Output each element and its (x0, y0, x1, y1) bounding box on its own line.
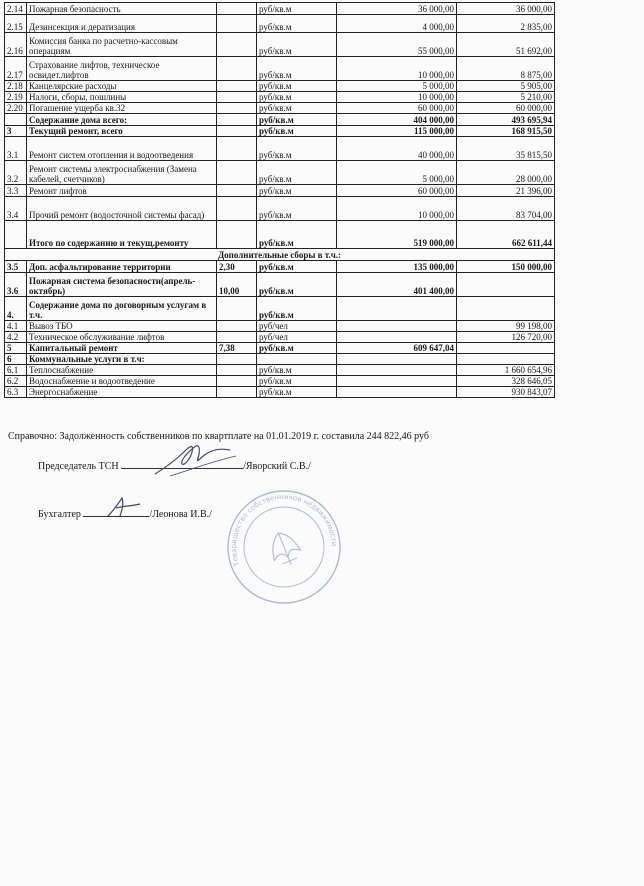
row-rate (217, 103, 257, 114)
row-rate (217, 321, 257, 332)
row-name: Доп. асфальтирование территории (27, 261, 217, 273)
row-fact-amount: 493 695,94 (457, 114, 555, 126)
row-plan-amount: 115 000,00 (337, 126, 457, 137)
row-rate (217, 114, 257, 126)
table-row (5, 387, 555, 398)
table-row (5, 3, 555, 15)
row-number: 5 (5, 343, 27, 354)
row-number (5, 221, 27, 249)
row-fact-amount: 36 000,00 (457, 3, 555, 15)
row-unit: руб/чел (257, 321, 337, 332)
row-unit: руб/кв.м (257, 92, 337, 103)
row-fact-amount: 35 815,50 (457, 137, 555, 161)
row-plan-amount (337, 297, 457, 321)
table-row (5, 114, 555, 126)
row-name: Содержание дома всего: (27, 114, 217, 126)
svg-text:Товарищество собственников нед (220, 488, 341, 585)
row-rate (217, 297, 257, 321)
row-rate (217, 3, 257, 15)
row-fact-amount: 150 000,00 (457, 261, 555, 273)
row-unit (257, 354, 337, 365)
row-name: Пожарная система безопасности(апрель-октябрь) (27, 273, 217, 297)
row-number: 3.1 (5, 137, 27, 161)
table-row (5, 221, 555, 249)
row-unit: руб/кв.м (257, 3, 337, 15)
row-fact-amount (457, 273, 555, 297)
row-fact-amount: 5 210,00 (457, 92, 555, 103)
row-unit: руб/кв.м (257, 343, 337, 354)
row-unit: руб/кв.м (257, 126, 337, 137)
row-number: 2.14 (5, 3, 27, 15)
row-plan-amount: 135 000,00 (337, 261, 457, 273)
row-number: 6.2 (5, 376, 27, 387)
row-rate (217, 365, 257, 376)
row-number: 3 (5, 126, 27, 137)
row-unit: руб/кв.м (257, 261, 337, 273)
row-unit: руб/чел (257, 332, 337, 343)
row-plan-amount: 36 000,00 (337, 3, 457, 15)
chairman-name: /Яворский С.В./ (243, 461, 311, 472)
row-fact-amount: 126 720,00 (457, 332, 555, 343)
row-number: 2.18 (5, 81, 27, 92)
table-row (5, 197, 555, 221)
row-unit: руб/кв.м (257, 221, 337, 249)
row-plan-amount: 5 000,00 (337, 81, 457, 92)
row-name: Вывоз ТБО (27, 321, 217, 332)
row-plan-amount: 10 000,00 (337, 57, 457, 81)
table-row (5, 15, 555, 33)
row-name: Энергоснабжение (27, 387, 217, 398)
row-plan-amount (337, 354, 457, 365)
accountant-label: Бухгалтер (38, 509, 81, 520)
row-name: Водоснабжение и водоотведение (27, 376, 217, 387)
row-number: 2.19 (5, 92, 27, 103)
row-name: Пожарная безопасность (27, 3, 217, 15)
row-fact-amount (457, 354, 555, 365)
row-rate (217, 81, 257, 92)
row-name: Прочий ремонт (водосточной системы фасад) (27, 197, 217, 221)
row-plan-amount: 60 000,00 (337, 185, 457, 197)
row-number: 4.1 (5, 321, 27, 332)
row-number: 6.3 (5, 387, 27, 398)
row-plan-amount: 5 000,00 (337, 161, 457, 185)
row-number (5, 114, 27, 126)
row-rate (217, 161, 257, 185)
row-fact-amount: 662 611,44 (457, 221, 555, 249)
row-plan-amount: 609 647,04 (337, 343, 457, 354)
row-name: Дезинсекция и дератизация (27, 15, 217, 33)
row-fact-amount: 2 835,00 (457, 15, 555, 33)
row-name: Итого по содержанию и текущ.ремонту (27, 221, 217, 249)
row-rate (217, 57, 257, 81)
table-row (5, 249, 555, 261)
row-unit: руб/кв.м (257, 15, 337, 33)
table-row (5, 92, 555, 103)
row-fact-amount: 1 660 654,96 (457, 365, 555, 376)
table-row (5, 321, 555, 332)
row-name: Страхование лифтов, техническое освидет.лифтов (27, 57, 217, 81)
row-name: Техническое обслуживание лифтов (27, 332, 217, 343)
row-name: Ремонт лифтов (27, 185, 217, 197)
row-name: Теплоснабжение (27, 365, 217, 376)
row-number: 6.1 (5, 365, 27, 376)
row-rate (217, 221, 257, 249)
row-name: Коммунальные услуги в т.ч: (27, 354, 217, 365)
row-number: 3.3 (5, 185, 27, 197)
row-name: Ремонт системы электроснабжения (Замена кабелей, счетчиков) (27, 161, 217, 185)
table-row (5, 332, 555, 343)
chairman-label: Председатель ТСН (38, 461, 119, 472)
row-rate: 2,30 (217, 261, 257, 273)
row-plan-amount (337, 332, 457, 343)
table-row (5, 103, 555, 114)
row-plan-amount: 4 000,00 (337, 15, 457, 33)
row-name: Капитальный ремонт (27, 343, 217, 354)
row-name: Текущий ремонт, всего (27, 126, 217, 137)
row-plan-amount (337, 376, 457, 387)
row-fact-amount (457, 343, 555, 354)
row-number: 2.20 (5, 103, 27, 114)
row-plan-amount: 404 000,00 (337, 114, 457, 126)
section-header: Дополнительные сборы в т.ч.: (5, 249, 555, 261)
row-rate: 7,38 (217, 343, 257, 354)
row-name: Ремонт систем отопления и водоотведения (27, 137, 217, 161)
row-rate (217, 33, 257, 57)
accountant-name: /Леонова И.В./ (149, 509, 212, 520)
debt-note: Справочно: Задолженность собственников по квартплате на 01.01.2019 г. составила 244 822,46 руб (8, 431, 429, 442)
row-unit: руб/кв.м (257, 57, 337, 81)
row-number: 4. (5, 297, 27, 321)
row-plan-amount: 40 000,00 (337, 137, 457, 161)
row-number: 2.16 (5, 33, 27, 57)
table-row (5, 81, 555, 92)
row-plan-amount (337, 321, 457, 332)
row-plan-amount: 55 000,00 (337, 33, 457, 57)
table-row (5, 161, 555, 185)
row-plan-amount (337, 365, 457, 376)
row-fact-amount: 60 000,00 (457, 103, 555, 114)
row-rate (217, 376, 257, 387)
row-fact-amount: 328 646,05 (457, 376, 555, 387)
row-number: 3.2 (5, 161, 27, 185)
row-fact-amount: 168 915,50 (457, 126, 555, 137)
row-fact-amount: 21 396,00 (457, 185, 555, 197)
row-number: 3.4 (5, 197, 27, 221)
row-plan-amount: 10 000,00 (337, 197, 457, 221)
budget-table-body (5, 3, 555, 398)
accountant-handwritten-signature (104, 494, 144, 520)
table-row (5, 297, 555, 321)
row-fact-amount: 930 843,07 (457, 387, 555, 398)
row-unit: руб/кв.м (257, 81, 337, 92)
table-row (5, 137, 555, 161)
table-row (5, 354, 555, 365)
row-unit: руб/кв.м (257, 33, 337, 57)
row-rate (217, 354, 257, 365)
row-unit: руб/кв.м (257, 114, 337, 126)
row-plan-amount: 519 000,00 (337, 221, 457, 249)
table-row (5, 185, 555, 197)
row-number: 2.15 (5, 15, 27, 33)
row-number: 6 (5, 354, 27, 365)
stamp-text: Товарищество собственников недвижимости (229, 492, 339, 568)
row-rate: 10,00 (217, 273, 257, 297)
row-plan-amount: 401 400,00 (337, 273, 457, 297)
row-unit: руб/кв.м (257, 137, 337, 161)
row-unit: руб/кв.м (257, 365, 337, 376)
row-name: Содержание дома по договорным услугам в т.ч. (27, 297, 217, 321)
row-name: Налоги, сборы, пошлины (27, 92, 217, 103)
row-number: 2.17 (5, 57, 27, 81)
row-rate (217, 15, 257, 33)
row-unit: руб/кв.м (257, 297, 337, 321)
table-row (5, 126, 555, 137)
row-unit: руб/кв.м (257, 376, 337, 387)
row-name: Канцелярские расходы (27, 81, 217, 92)
row-unit: руб/кв.м (257, 273, 337, 297)
row-name: Погашение ущерба кв.32 (27, 103, 217, 114)
row-number: 4.2 (5, 332, 27, 343)
row-plan-amount (337, 387, 457, 398)
table-row (5, 261, 555, 273)
table-row (5, 273, 555, 297)
row-unit: руб/кв.м (257, 387, 337, 398)
row-fact-amount: 28 000,00 (457, 161, 555, 185)
row-unit: руб/кв.м (257, 103, 337, 114)
row-number: 3.5 (5, 261, 27, 273)
row-fact-amount: 83 704,00 (457, 197, 555, 221)
row-fact-amount: 99 198,00 (457, 321, 555, 332)
row-fact-amount: 51 692,00 (457, 33, 555, 57)
budget-table (4, 2, 555, 398)
table-row (5, 33, 555, 57)
table-row (5, 343, 555, 354)
row-rate (217, 137, 257, 161)
row-rate (217, 197, 257, 221)
row-rate (217, 332, 257, 343)
organization-stamp (220, 488, 348, 606)
table-row (5, 57, 555, 81)
row-rate (217, 387, 257, 398)
row-plan-amount: 60 000,00 (337, 103, 457, 114)
chairman-handwritten-signature (150, 440, 240, 480)
row-unit: руб/кв.м (257, 197, 337, 221)
row-fact-amount: 8 875,00 (457, 57, 555, 81)
row-unit: руб/кв.м (257, 185, 337, 197)
row-name: Комиссия банка по расчетно-кассовым операциям (27, 33, 217, 57)
row-rate (217, 185, 257, 197)
row-plan-amount: 10 000,00 (337, 92, 457, 103)
row-rate (217, 126, 257, 137)
table-row (5, 376, 555, 387)
row-fact-amount: 5 905,00 (457, 81, 555, 92)
row-rate (217, 92, 257, 103)
row-unit: руб/кв.м (257, 161, 337, 185)
row-fact-amount (457, 297, 555, 321)
table-row (5, 365, 555, 376)
row-number: 3.6 (5, 273, 27, 297)
